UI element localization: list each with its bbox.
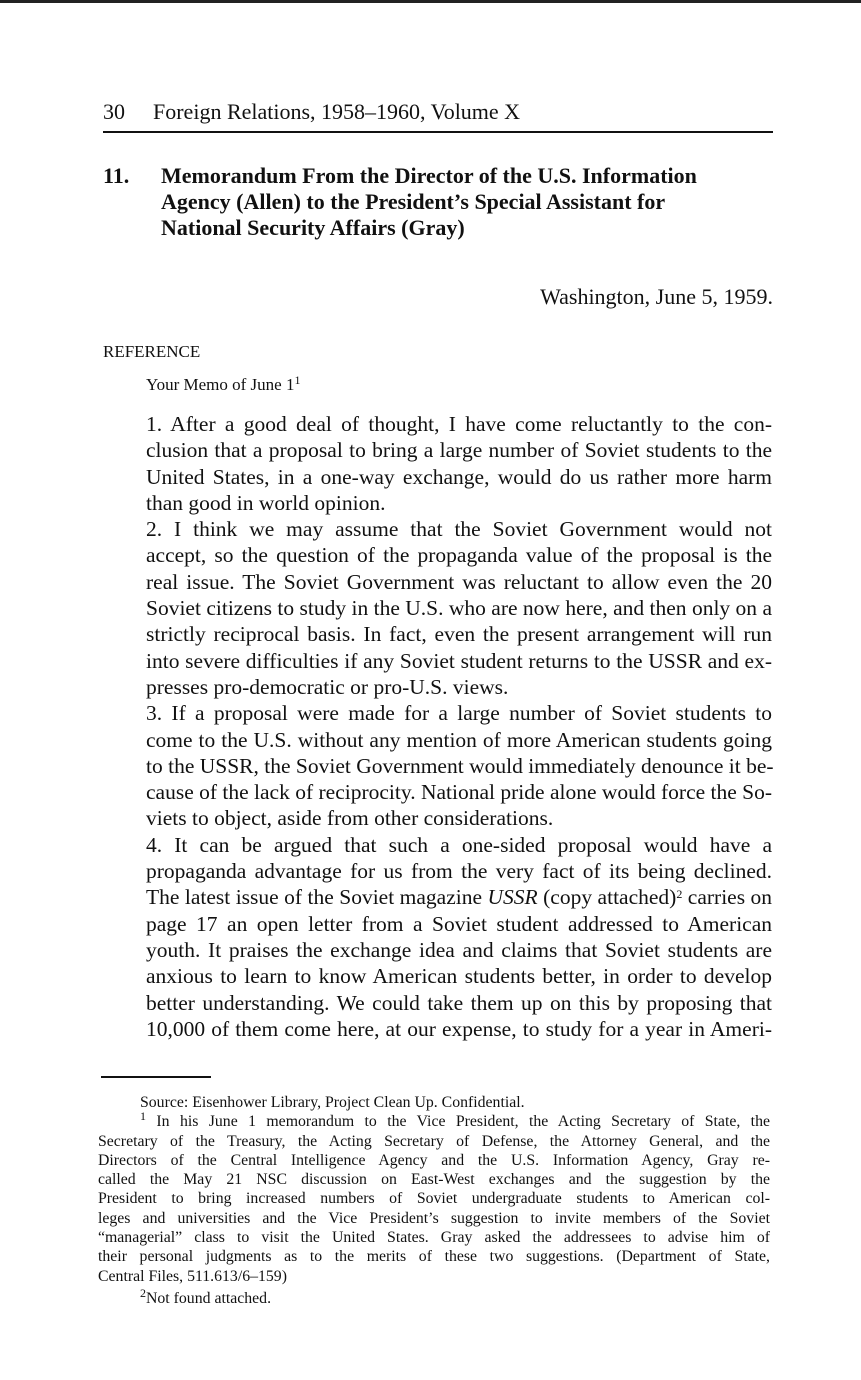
text-fragment: The latest issue of the Soviet magazine	[146, 885, 483, 910]
page-number: 30	[103, 99, 125, 124]
text-line: presses pro-democratic or pro-U.S. views.	[146, 674, 509, 699]
magazine-title: USSR	[487, 885, 538, 910]
reference-subject: Your Memo of June 1	[146, 375, 295, 394]
footnote-line: “managerial” class to visit the United States. Gray asked the addressees to advise him of	[98, 1229, 770, 1247]
text-line: to the USSR, the Soviet Government would immediately denounce it be-	[146, 753, 774, 778]
text-line: 2. I think we may assume that the Soviet Government would not	[146, 517, 772, 542]
volume-title: Foreign Relations, 1958–1960, Volume X	[153, 99, 521, 124]
text-line: cause of the lack of reciprocity. National pride alone would force the So-	[146, 780, 773, 805]
text-fragment: carries on	[687, 885, 773, 910]
footnote-line: their personal judgments as to the merits of these two suggestions. (Department of State,	[98, 1248, 770, 1266]
text-line: accept, so the question of the propaganda value of the proposal is the	[146, 543, 772, 568]
footnote-marker-2: 2	[676, 887, 683, 902]
text-line: 10,000 of them come here, at our expense, to study for a year in Ameri-	[146, 1016, 772, 1041]
footnote-line	[98, 1109, 770, 1131]
source-text: Source: Eisenhower Library, Project Clean Up. Confidential.	[140, 1094, 525, 1111]
running-head	[103, 99, 773, 133]
footnote-line: leges and universities and the Vice President’s suggestion to invite members of the Soviet	[98, 1209, 770, 1227]
text-fragment: In his June 1 memorandum to the Vice President, the Acting Secretary of State, the	[156, 1113, 770, 1131]
footnote-line: Directors of the Central Intelligence Agency and the U.S. Information Agency, Gray re-	[98, 1151, 770, 1169]
footnote-line: Central Files, 511.613/6–159)	[98, 1267, 287, 1285]
document-title: Memorandum From the Director of the U.S. Information Agency (Allen) to the President’s Special Assistant for National Security Affairs (Gray)	[161, 163, 697, 240]
text-line: propaganda advantage for us from the very fact of its being declined.	[146, 859, 772, 884]
document-number: 11.	[103, 163, 130, 188]
document-heading	[103, 163, 773, 241]
footnote-marker-1: 1	[294, 373, 301, 387]
source-note	[98, 1093, 770, 1112]
paragraph-1	[101, 411, 772, 516]
text-line: into severe difficulties if any Soviet student returns to the USSR and ex-	[146, 648, 772, 673]
paragraph-2	[101, 516, 772, 700]
text-line: youth. It praises the exchange idea and claims that Soviet students are	[146, 937, 772, 962]
paragraph-3	[101, 700, 772, 831]
text-line: real issue. The Soviet Government was reluctant to allow even the 20	[146, 569, 772, 594]
footnote-line: President to bring increased numbers of Soviet undergraduate students to American col-	[98, 1190, 770, 1208]
text-line: United States, in a one-way exchange, would do us rather more harm	[146, 464, 772, 489]
text-line: 3. If a proposal were made for a large number of Soviet students to	[146, 701, 772, 726]
text-line: 1. After a good deal of thought, I have come reluctantly to the con-	[146, 412, 772, 436]
text-line: clusion that a proposal to bring a large number of Soviet students to the	[146, 438, 772, 463]
text-fragment: (copy attached)	[543, 885, 677, 910]
text-line: page 17 an open letter from a Soviet student addressed to American	[146, 911, 772, 936]
footnote-2	[98, 1285, 770, 1308]
footnote-1	[98, 1109, 770, 1286]
footnote-line: Secretary of the Treasury, the Acting Secretary of Defense, the Attorney General, and the	[98, 1132, 770, 1150]
text-line: better understanding. We could take them up on this by proposing that	[146, 990, 772, 1015]
footnotes	[98, 1093, 770, 1308]
text-line: viets to object, aside from other considerations.	[146, 806, 554, 831]
footnote-2-marker: 2	[140, 1285, 146, 1300]
text-line: than good in world opinion.	[146, 490, 386, 515]
footnote-1-marker: 1	[140, 1109, 146, 1124]
text-line-with-citation	[101, 884, 772, 910]
dateline: Washington, June 5, 1959.	[540, 284, 773, 309]
memo-body	[101, 411, 772, 1042]
text-line: come to the U.S. without any mention of more American students going	[146, 727, 772, 752]
reference-label: REFERENCE	[103, 342, 201, 361]
page-top-edge	[0, 0, 861, 3]
footnote-divider	[101, 1076, 211, 1078]
footnote-line: called the May 21 NSC discussion on East-West exchanges and the suggestion by the	[98, 1171, 770, 1189]
reference-text	[146, 374, 300, 396]
text-line: strictly reciprocal basis. In fact, even the present arrangement will run	[146, 622, 772, 647]
paragraph-4	[101, 832, 772, 1042]
text-line: anxious to learn to know American students better, in order to develop	[146, 964, 772, 989]
footnote-2-text: Not found attached.	[146, 1289, 272, 1307]
text-line: Soviet citizens to study in the U.S. who are now here, and then only on a	[146, 596, 772, 621]
text-line: 4. It can be argued that such a one-sided proposal would have a	[146, 832, 772, 857]
